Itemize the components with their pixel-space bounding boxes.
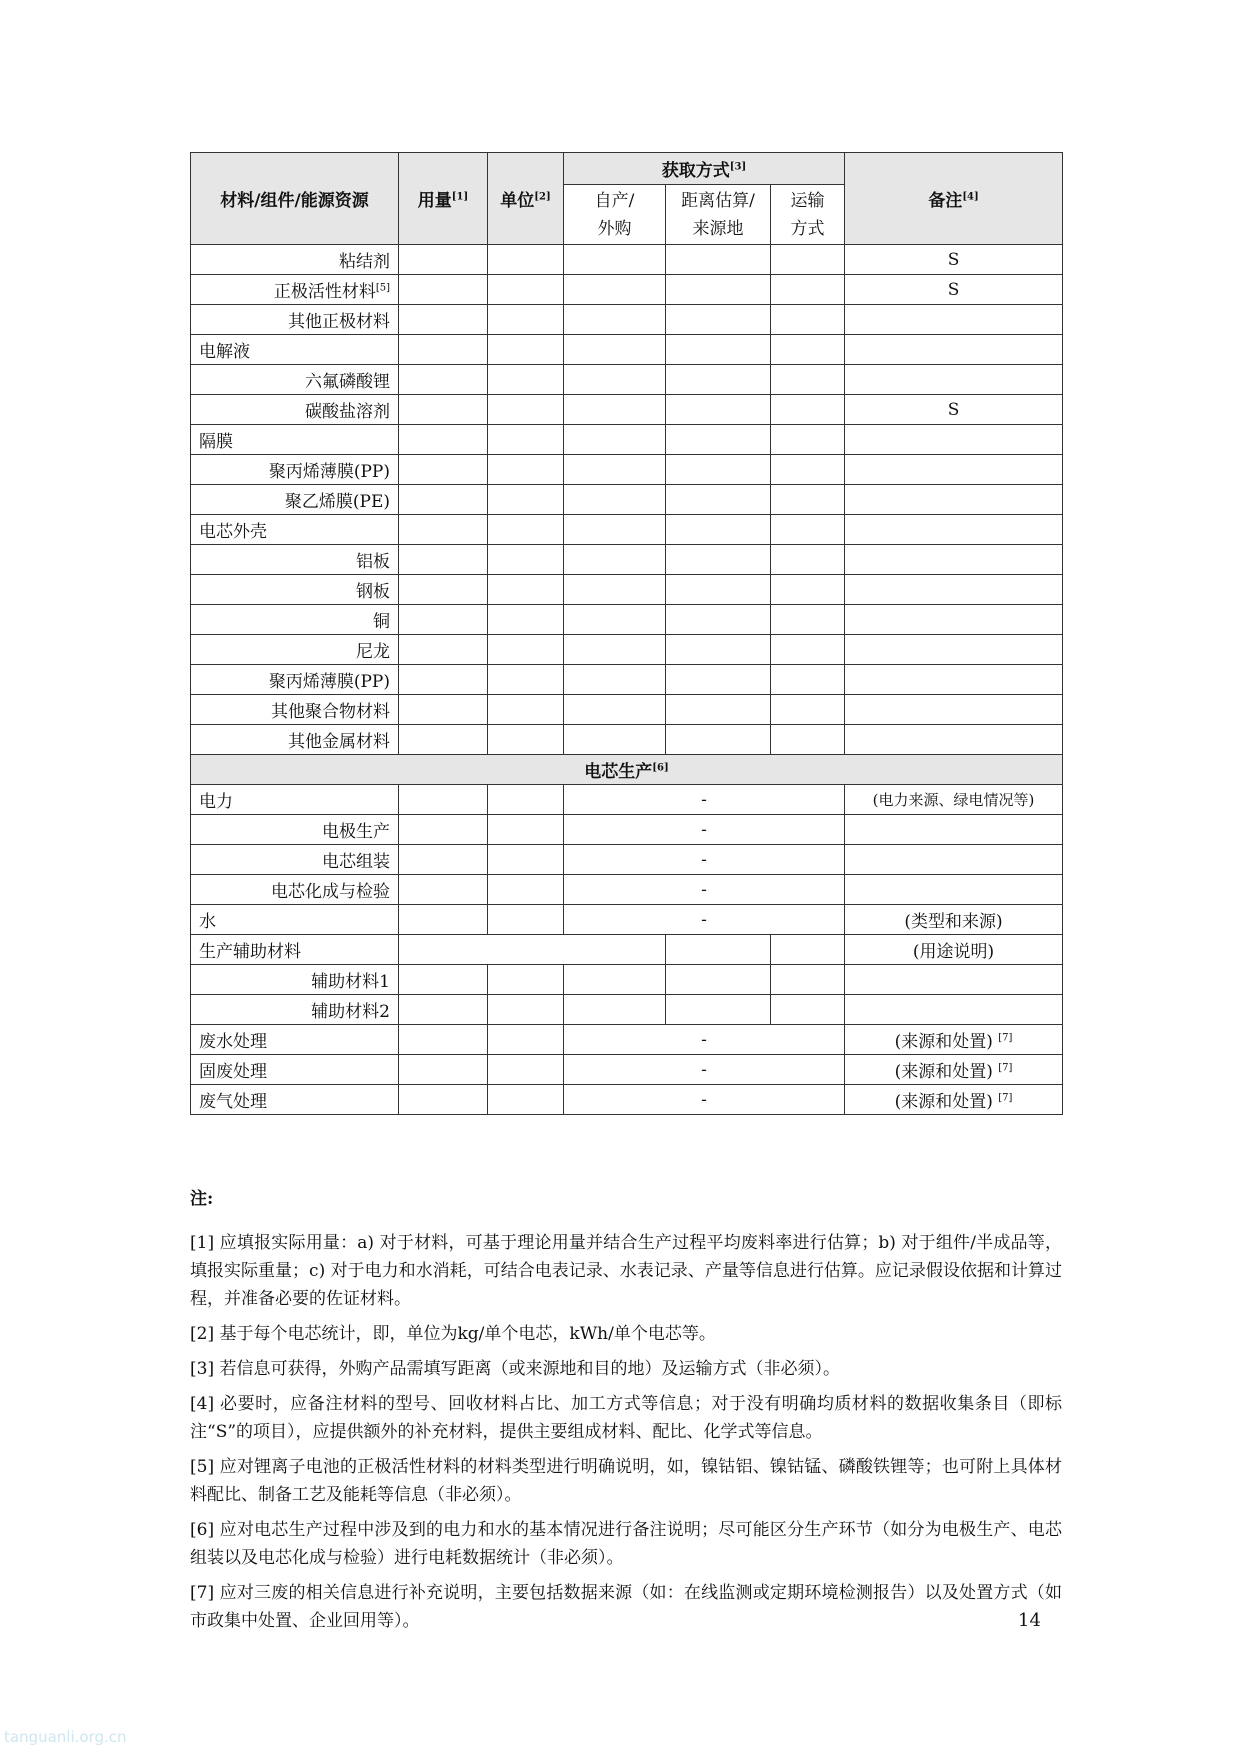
row-label: 其他金属材料 — [191, 725, 399, 755]
row-label: 其他聚合物材料 — [191, 695, 399, 725]
page-number: 14 — [1018, 1610, 1041, 1631]
section-cell-production: 电芯生产[6] — [191, 755, 1063, 785]
table-row — [191, 605, 1063, 635]
row-remark: (用途说明) — [845, 935, 1063, 965]
row-label: 废水处理 — [191, 1025, 399, 1055]
table-row — [191, 515, 1063, 545]
table-row — [191, 275, 1063, 305]
row-label: 电极生产 — [191, 815, 399, 845]
material-data-table — [190, 152, 1063, 1115]
note-item: [1] 应填报实际用量：a) 对于材料，可基于理论用量并结合生产过程平均废料率进行估算；b) 对于组件/半成品等，填报实际重量；c) 对于电力和水消耗，可结合电表记录、水表记录、产量等信息进行估算。应记录假设依据和计算过程，并准备必要的佐证材料。 — [190, 1233, 1062, 1309]
note-item: [2] 基于每个电芯统计，即，单位为kg/单个电芯，kWh/单个电芯等。 — [190, 1324, 716, 1344]
header-self-made: 自产/ 外购 — [564, 185, 666, 245]
note-item: [5] 应对锂离子电池的正极活性材料的材料类型进行明确说明，如，镍钴铝、镍钴锰、磷酸铁锂等；也可附上具体材料配比、制备工艺及能耗等信息（非必须）。 — [190, 1457, 1062, 1505]
row-label: 电解液 — [191, 335, 399, 365]
row-remark: S — [845, 395, 1063, 425]
table-row — [191, 785, 1063, 815]
note-item: [7] 应对三废的相关信息进行补充说明，主要包括数据来源（如：在线监测或定期环境检测报告）以及处置方式（如市政集中处置、企业回用等）。 — [190, 1583, 1062, 1631]
row-remark: S — [845, 275, 1063, 305]
table-row — [191, 395, 1063, 425]
row-dash: - — [564, 845, 845, 875]
row-label: 废气处理 — [191, 1085, 399, 1115]
header-acquisition: 获取方式[3] — [564, 153, 845, 185]
row-label: 其他正极材料 — [191, 305, 399, 335]
table-row — [191, 305, 1063, 335]
table-row — [191, 635, 1063, 665]
row-remark: (电力来源、绿电情况等) — [845, 785, 1063, 815]
section-row — [191, 755, 1063, 785]
row-label: 铝板 — [191, 545, 399, 575]
note-item: [6] 应对电芯生产过程中涉及到的电力和水的基本情况进行备注说明；尽可能区分生产环节（如分为电极生产、电芯组装以及电芯化成与检验）进行电耗数据统计（非必须）。 — [190, 1520, 1062, 1568]
note-item: [4] 必要时，应备注材料的型号、回收材料占比、加工方式等信息；对于没有明确均质材料的数据收集条目（即标注“S”的项目），应提供额外的补充材料，提供主要组成材料、配比、化学式等信息。 — [190, 1394, 1062, 1442]
row-label: 尼龙 — [191, 635, 399, 665]
row-label: 电芯组装 — [191, 845, 399, 875]
row-label: 辅助材料2 — [191, 995, 399, 1025]
header-usage: 用量[1] — [399, 153, 488, 245]
row-label: 聚乙烯膜(PE) — [191, 485, 399, 515]
row-label: 聚丙烯薄膜(PP) — [191, 455, 399, 485]
table-row — [191, 845, 1063, 875]
row-label: 辅助材料1 — [191, 965, 399, 995]
notes-section — [190, 1185, 1062, 1642]
row-label: 粘结剂 — [191, 245, 399, 275]
table-row — [191, 815, 1063, 845]
table-row — [191, 875, 1063, 905]
table-row — [191, 245, 1063, 275]
row-label: 六氟磷酸锂 — [191, 365, 399, 395]
row-remark: (类型和来源) — [845, 905, 1063, 935]
table-row — [191, 965, 1063, 995]
row-dash: - — [564, 1025, 845, 1055]
note-item: [3] 若信息可获得，外购产品需填写距离（或来源地和目的地）及运输方式（非必须）。 — [190, 1359, 840, 1379]
table-row — [191, 665, 1063, 695]
row-label: 隔膜 — [191, 425, 399, 455]
table-row — [191, 995, 1063, 1025]
row-label: 电芯外壳 — [191, 515, 399, 545]
row-label: 聚丙烯薄膜(PP) — [191, 665, 399, 695]
table-row — [191, 335, 1063, 365]
row-remark: (来源和处置) [7] — [845, 1085, 1063, 1115]
table-row — [191, 365, 1063, 395]
header-unit: 单位[2] — [488, 153, 564, 245]
row-dash: - — [564, 1085, 845, 1115]
row-label: 碳酸盐溶剂 — [191, 395, 399, 425]
notes-title: 注: — [190, 1189, 214, 1209]
table-row — [191, 935, 1063, 965]
row-dash: - — [564, 1055, 845, 1085]
table-row — [191, 1025, 1063, 1055]
row-label: 电力 — [191, 785, 399, 815]
row-label: 水 — [191, 905, 399, 935]
header-remark: 备注[4] — [845, 153, 1063, 245]
table-row — [191, 725, 1063, 755]
header-distance: 距离估算/ 来源地 — [666, 185, 771, 245]
row-dash: - — [564, 905, 845, 935]
table-row — [191, 1055, 1063, 1085]
table-row — [191, 695, 1063, 725]
table-row — [191, 455, 1063, 485]
row-label: 钢板 — [191, 575, 399, 605]
table-row — [191, 485, 1063, 515]
row-label: 正极活性材料[5] — [191, 275, 399, 305]
table-row — [191, 905, 1063, 935]
row-label: 固废处理 — [191, 1055, 399, 1085]
table-row — [191, 575, 1063, 605]
row-dash: - — [564, 785, 845, 815]
watermark: tanguanli.org.cn — [4, 1728, 127, 1746]
row-remark: (来源和处置) [7] — [845, 1025, 1063, 1055]
row-remark: S — [845, 245, 1063, 275]
table-row — [191, 545, 1063, 575]
row-remark: (来源和处置) [7] — [845, 1055, 1063, 1085]
row-label: 生产辅助材料 — [191, 935, 399, 965]
header-transport: 运输 方式 — [771, 185, 845, 245]
row-label: 电芯化成与检验 — [191, 875, 399, 905]
row-dash: - — [564, 815, 845, 845]
row-label: 铜 — [191, 605, 399, 635]
table-row — [191, 425, 1063, 455]
header-material: 材料/组件/能源资源 — [191, 153, 399, 245]
row-dash: - — [564, 875, 845, 905]
table-row — [191, 1085, 1063, 1115]
